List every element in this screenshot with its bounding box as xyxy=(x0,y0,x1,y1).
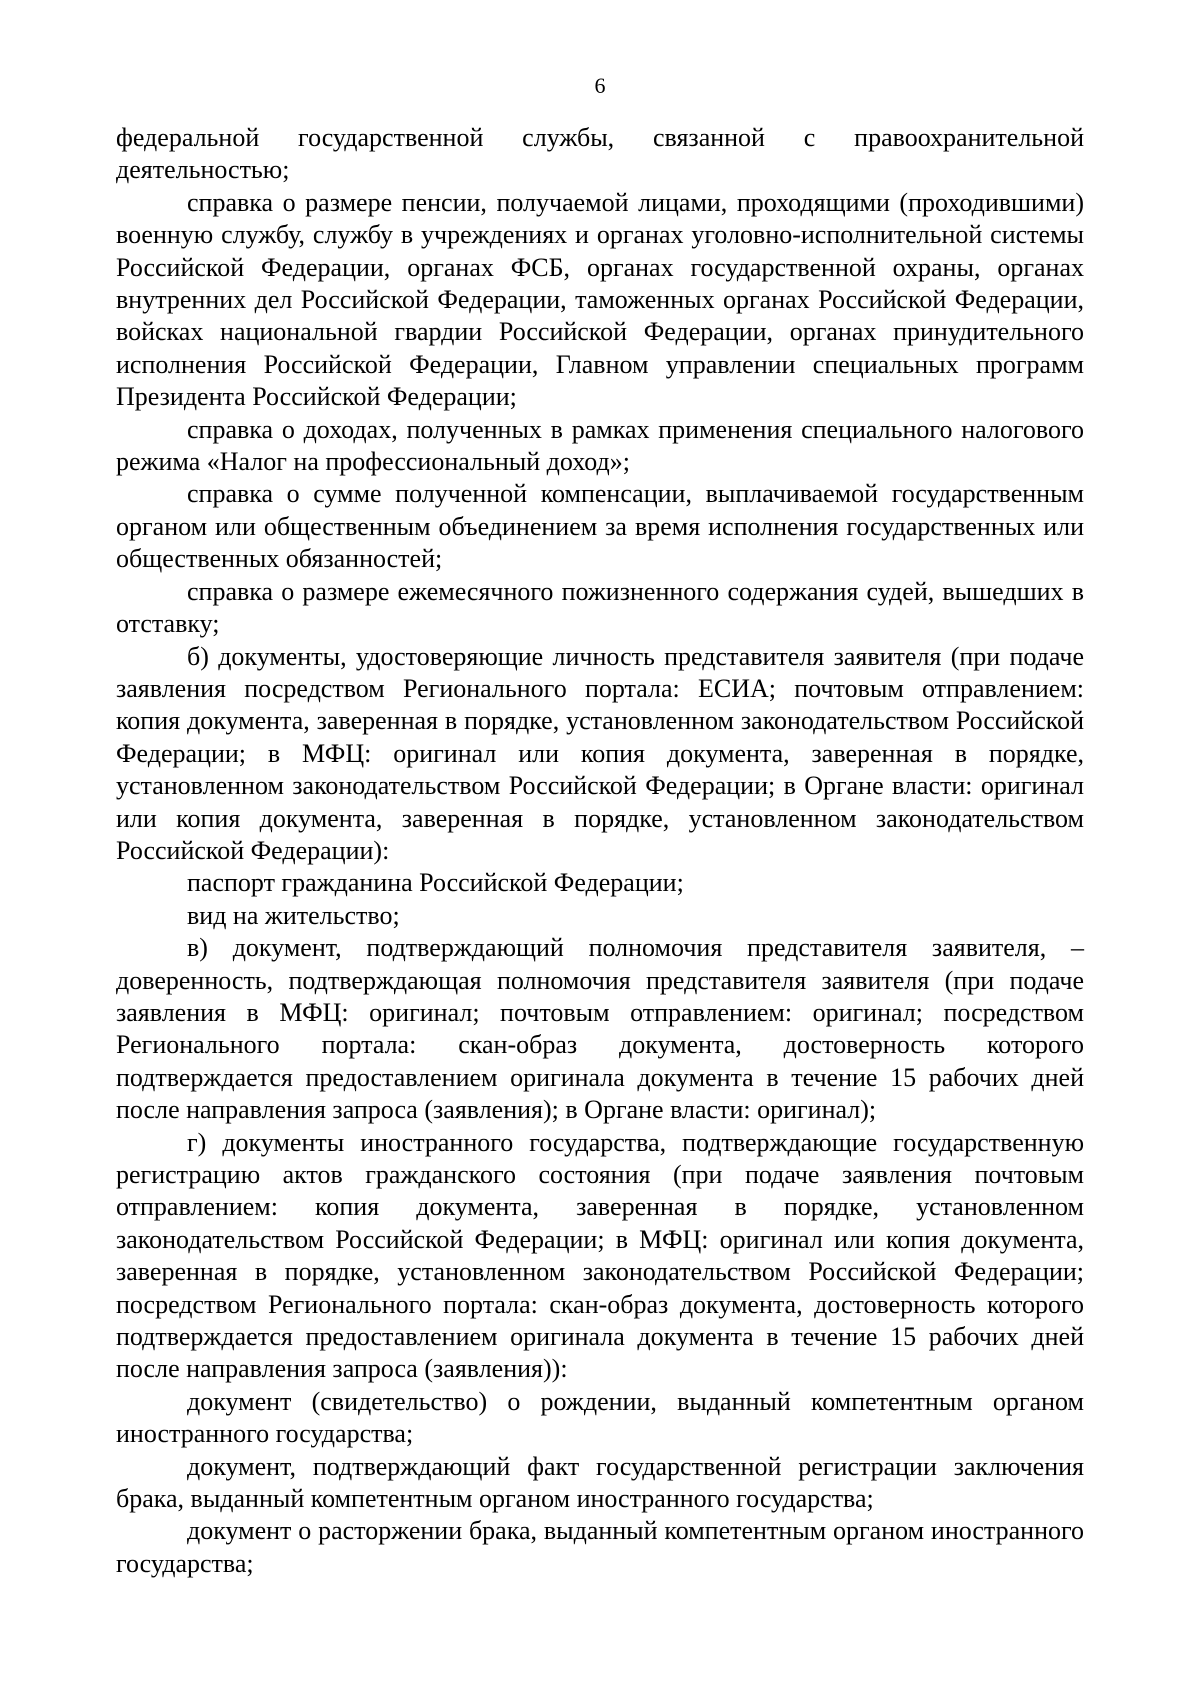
paragraph: вид на жительство; xyxy=(187,900,400,930)
paragraph: г) документы иностранного государства, подтверждающие государственную регистрацию актов гражданского состояния (при подаче заявления почтовым отправлением: копия документа, заверенная в порядке, установленном законодательством Российской Федерации; в МФЦ: оригинал или копия документа, заверенная в порядке, установленном законодательством Российской Федерации; посредством Регионального портала: скан-образ документа, достоверность которого подтверждается предоставлением оригинала документа в течение 15 рабочих дней после направления запроса (заявления)): xyxy=(116,1127,1084,1384)
paragraph: справка о размере ежемесячного пожизненного содержания судей, вышедших в отставку; xyxy=(116,576,1084,639)
paragraph: документ о расторжении брака, выданный компетентным органом иностранного государства; xyxy=(116,1516,1084,1578)
page-number: 6 xyxy=(594,73,606,98)
paragraph: в) документ, подтверждающий полномочия представителя заявителя, – доверенность, подтверждающая полномочия представителя заявителя (при подаче заявления в МФЦ: оригинал; почтовым отправлением: оригинал; посредством Регионального портала: скан-образ документа, достоверность которого подтверждается предоставлением оригинала документа в течение 15 рабочих дней после направления запроса (заявления); в Органе власти: оригинал); xyxy=(116,933,1084,1125)
paragraph: документ, подтверждающий факт государственной регистрации заключения брака, выданный компетентным органом иностранного государства; xyxy=(116,1451,1084,1514)
document-body xyxy=(116,122,1084,1580)
paragraph: справка о сумме полученной компенсации, выплачиваемой государственным органом или общественным объединением за время исполнения государственных или общественных обязанностей; xyxy=(116,479,1084,574)
paragraph: федеральной государственной службы, связанной с правоохранительной деятельностью; xyxy=(116,123,1084,185)
paragraph: паспорт гражданина Российской Федерации; xyxy=(187,868,684,898)
paragraph: справка о размере пенсии, получаемой лицами, проходящими (проходившими) военную службу, службу в учреждениях и органах уголовно-исполнительной системы Российской Федерации, органах ФСБ, органах государственной охраны, органах внутренних дел Российской Федерации, таможенных органах Российской Федерации, войсках национальной гвардии Российской Федерации, органах принудительного исполнения Российской Федерации, Главном управлении специальных программ Президента Российской Федерации; xyxy=(116,187,1084,412)
paragraph: б) документы, удостоверяющие личность представителя заявителя (при подаче заявления посредством Регионального портала: ЕСИА; почтовым отправлением: копия документа, заверенная в порядке, установленном законодательством Российской Федерации; в МФЦ: оригинал или копия документа, заверенная в порядке, установленном законодательством Российской Федерации; в Органе власти: оригинал или копия документа, заверенная в порядке, установленном законодательством Российской Федерации): xyxy=(116,641,1084,865)
paragraph: справка о доходах, полученных в рамках применения специального налогового режима «Налог на профессиональный доход»; xyxy=(116,414,1084,477)
paragraph: документ (свидетельство) о рождении, выданный компетентным органом иностранного государства; xyxy=(116,1386,1084,1449)
